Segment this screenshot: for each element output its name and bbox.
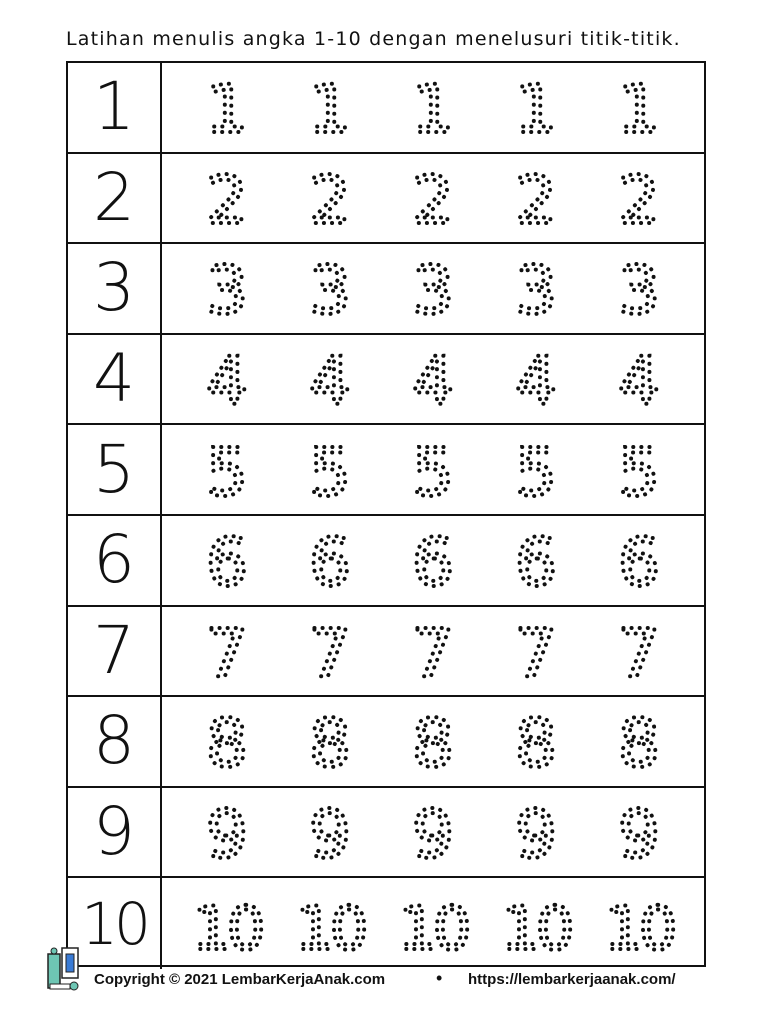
svg-text:4 — [412, 343, 454, 420]
dotted-trace-digit — [408, 616, 458, 686]
svg-text:1 — [412, 71, 454, 148]
model-digit: 5 — [68, 425, 162, 514]
dotted-trace-digit — [305, 797, 355, 867]
dotted-trace-digit — [202, 253, 252, 323]
footer-separator: • — [436, 968, 443, 988]
svg-text:8 — [618, 705, 660, 782]
model-digit: 3 — [68, 244, 162, 333]
dotted-trace-digit — [614, 253, 664, 323]
dotted-trace-digit — [408, 525, 458, 595]
dotted-trace-digit — [511, 253, 561, 323]
dotted-trace-digit — [408, 797, 458, 867]
tracing-area — [162, 244, 704, 333]
svg-text:6 — [515, 524, 557, 601]
svg-text:3 — [309, 252, 351, 329]
model-digit: 10 — [68, 878, 162, 969]
svg-text:9 — [515, 796, 557, 873]
tracing-table — [66, 61, 706, 967]
svg-text:6 — [412, 524, 454, 601]
svg-text:7 — [618, 615, 660, 692]
copyright-text: Copyright © 2021 LembarKerjaAnak.com — [94, 971, 386, 988]
svg-text:5 — [618, 434, 660, 511]
svg-text:2 — [206, 162, 248, 239]
dotted-trace-digit — [202, 435, 252, 505]
dotted-trace-digit — [305, 616, 355, 686]
model-digit: 2 — [68, 154, 162, 243]
worksheet-row — [68, 154, 704, 245]
tracing-area — [162, 788, 704, 877]
svg-text:2 — [515, 162, 557, 239]
svg-text:4 — [309, 343, 351, 420]
worksheet-instruction: Latihan menulis angka 1-10 dengan menelusuri titik-titik. — [66, 28, 681, 50]
tracing-area — [162, 154, 704, 243]
model-digit: 8 — [68, 697, 162, 786]
dotted-trace-digit — [305, 253, 355, 323]
svg-text:9 — [412, 796, 454, 873]
svg-text:1 — [206, 71, 248, 148]
svg-text:4 — [618, 343, 660, 420]
dotted-trace-digit — [614, 525, 664, 595]
svg-text:6 — [309, 524, 351, 601]
dotted-trace-digit — [408, 163, 458, 233]
dotted-trace-digit — [202, 163, 252, 233]
svg-text:7 — [515, 615, 557, 692]
model-digit: 1 — [68, 63, 162, 152]
dotted-trace-digit — [202, 72, 252, 142]
footer — [46, 946, 736, 996]
dotted-trace-digit — [614, 344, 664, 414]
tracing-area — [162, 607, 704, 696]
dotted-trace-digit — [408, 72, 458, 142]
svg-text:5 — [515, 434, 557, 511]
svg-text:9 — [206, 796, 248, 873]
svg-text:9 — [618, 796, 660, 873]
worksheet-row — [68, 63, 704, 154]
dotted-trace-digit — [614, 72, 664, 142]
svg-text:5 — [412, 434, 454, 511]
dotted-trace-digit — [408, 706, 458, 776]
tracing-area — [162, 516, 704, 605]
model-digit: 4 — [68, 335, 162, 424]
model-digit: 9 — [68, 788, 162, 877]
dotted-trace-digit — [511, 706, 561, 776]
svg-text:6 — [618, 524, 660, 601]
svg-text:3 — [206, 252, 248, 329]
dotted-trace-digit — [305, 435, 355, 505]
dotted-trace-digit — [202, 797, 252, 867]
tracing-area — [162, 425, 704, 514]
svg-text:3 — [412, 252, 454, 329]
svg-text:3 — [618, 252, 660, 329]
dotted-trace-digit — [202, 616, 252, 686]
worksheet-row — [68, 607, 704, 698]
dotted-trace-digit — [305, 344, 355, 414]
svg-text:1 — [618, 71, 660, 148]
svg-text:8 — [412, 705, 454, 782]
worksheet-row — [68, 516, 704, 607]
model-digit: 6 — [68, 516, 162, 605]
svg-text:2 — [412, 162, 454, 239]
svg-text:5 — [206, 434, 248, 511]
dotted-trace-digit — [511, 72, 561, 142]
svg-text:9 — [309, 796, 351, 873]
svg-text:4 — [515, 343, 557, 420]
dotted-trace-digit — [202, 525, 252, 595]
dotted-trace-digit — [511, 525, 561, 595]
svg-text:6 — [206, 524, 248, 601]
worksheet-row — [68, 697, 704, 788]
dotted-trace-digit — [511, 616, 561, 686]
dotted-trace-digit — [511, 163, 561, 233]
svg-text:2 — [618, 162, 660, 239]
lembar-kerja-anak-logo-icon — [46, 946, 82, 992]
svg-text:8 — [515, 705, 557, 782]
dotted-trace-digit — [305, 72, 355, 142]
dotted-trace-digit — [305, 706, 355, 776]
svg-text:5 — [309, 434, 351, 511]
svg-text:7 — [412, 615, 454, 692]
svg-text:8 — [206, 705, 248, 782]
svg-text:3 — [515, 252, 557, 329]
dotted-trace-digit — [614, 163, 664, 233]
dotted-trace-digit — [202, 344, 252, 414]
dotted-trace-digit — [511, 435, 561, 505]
dotted-trace-digit — [305, 525, 355, 595]
svg-text:2 — [309, 162, 351, 239]
svg-text:4 — [206, 343, 248, 420]
website-url[interactable]: https://lembarkerjaanak.com/ — [468, 971, 676, 988]
tracing-area — [162, 335, 704, 424]
worksheet-row — [68, 335, 704, 426]
dotted-trace-digit — [614, 616, 664, 686]
svg-text:1 — [515, 71, 557, 148]
worksheet-row — [68, 788, 704, 879]
tracing-area — [162, 63, 704, 152]
dotted-trace-digit — [305, 163, 355, 233]
dotted-trace-digit — [614, 435, 664, 505]
dotted-trace-digit — [614, 706, 664, 776]
svg-text:7 — [206, 615, 248, 692]
svg-text:1 — [309, 71, 351, 148]
dotted-trace-digit — [408, 344, 458, 414]
svg-text:7 — [309, 615, 351, 692]
dotted-trace-digit — [614, 797, 664, 867]
tracing-area — [162, 697, 704, 786]
dotted-trace-digit — [408, 435, 458, 505]
worksheet-row — [68, 425, 704, 516]
dotted-trace-digit — [202, 706, 252, 776]
worksheet-row — [68, 244, 704, 335]
dotted-trace-digit — [408, 253, 458, 323]
dotted-trace-digit — [511, 797, 561, 867]
model-digit: 7 — [68, 607, 162, 696]
dotted-trace-digit — [511, 344, 561, 414]
svg-text:8 — [309, 705, 351, 782]
